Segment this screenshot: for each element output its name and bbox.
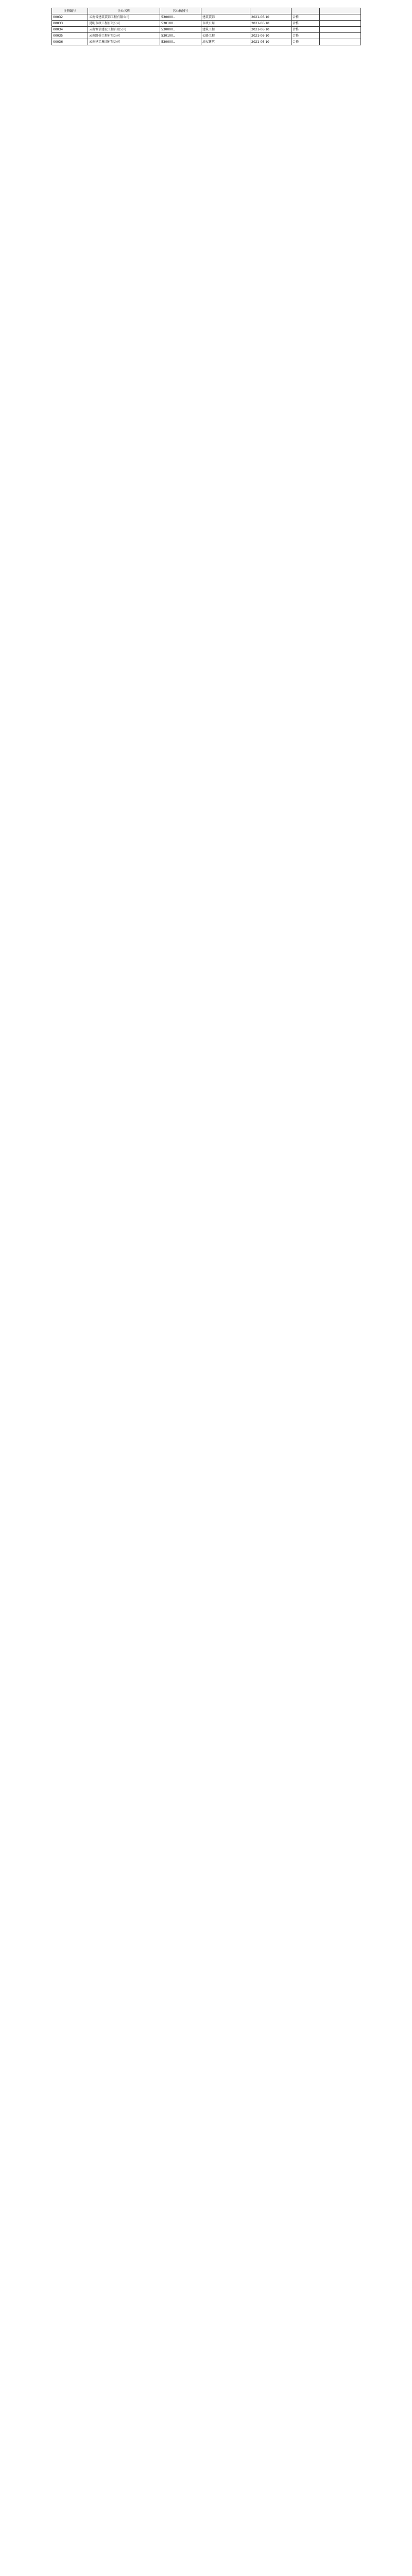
cell: 建筑装饰 xyxy=(201,14,250,21)
cell: 00032 xyxy=(52,14,88,21)
cell: 00036 xyxy=(52,39,88,45)
cell: 2021-06-10 xyxy=(250,21,291,27)
cell: 00035 xyxy=(52,33,88,39)
cell: 云南路桥工程有限公司 xyxy=(88,33,160,39)
cell: 昆明市政工程有限公司 xyxy=(88,21,160,27)
cell: 530100.. xyxy=(160,21,201,27)
cell: 合格 xyxy=(291,33,320,39)
cell: 530000.. xyxy=(160,27,201,33)
cell: 合格 xyxy=(291,14,320,21)
cell: 云南建工集团有限公司 xyxy=(88,39,160,45)
table-row xyxy=(52,33,361,39)
cell: 公路工程 xyxy=(201,33,250,39)
cell: 合格 xyxy=(291,39,320,45)
col-header: 注册编号 xyxy=(52,8,88,14)
table-row xyxy=(52,27,361,33)
cell: 2021-06-10 xyxy=(250,39,291,45)
cell xyxy=(320,27,361,33)
cell: 云南省建筑装饰工程有限公司 xyxy=(88,14,160,21)
col-header: 营业执照号 xyxy=(160,8,201,14)
cell xyxy=(320,21,361,27)
filing-table xyxy=(52,8,361,45)
cell: 房屋建筑 xyxy=(201,39,250,45)
col-header xyxy=(201,8,250,14)
cell: 市政公用 xyxy=(201,21,250,27)
col-header xyxy=(320,8,361,14)
col-header: 企业名称 xyxy=(88,8,160,14)
cell: 2021-06-10 xyxy=(250,27,291,33)
cell xyxy=(320,33,361,39)
cell: 00033 xyxy=(52,21,88,27)
cell: 建筑工程 xyxy=(201,27,250,33)
table-row xyxy=(52,39,361,45)
col-header xyxy=(250,8,291,14)
cell: 00034 xyxy=(52,27,88,33)
cell: 合格 xyxy=(291,27,320,33)
cell: 530000.. xyxy=(160,14,201,21)
table-row xyxy=(52,21,361,27)
cell: 云南恒信建设工程有限公司 xyxy=(88,27,160,33)
cell: 530000.. xyxy=(160,39,201,45)
cell: 2021-06-10 xyxy=(250,14,291,21)
col-header xyxy=(291,8,320,14)
cell xyxy=(320,39,361,45)
cell: 合格 xyxy=(291,21,320,27)
cell xyxy=(320,14,361,21)
cell: 530100.. xyxy=(160,33,201,39)
cell: 2021-06-10 xyxy=(250,33,291,39)
table-row xyxy=(52,14,361,21)
